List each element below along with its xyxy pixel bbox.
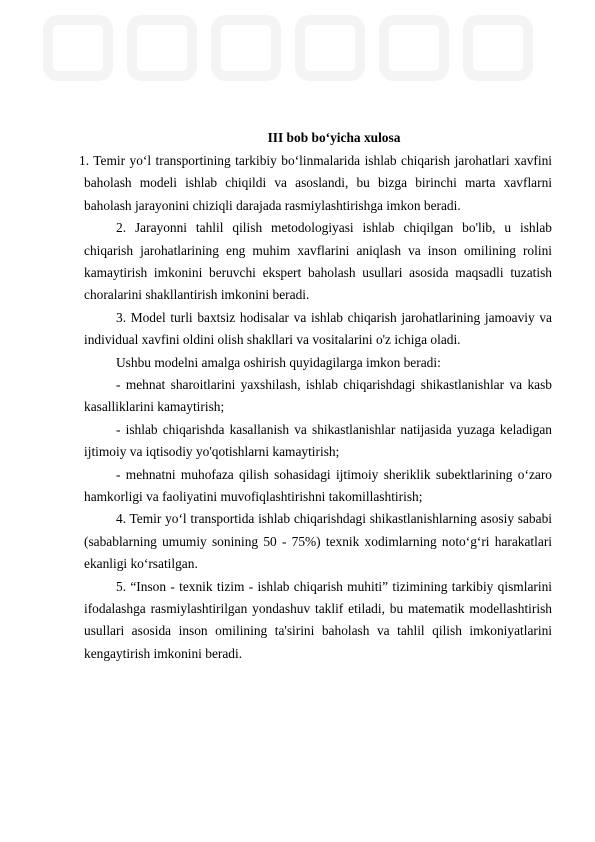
document-body [79, 127, 552, 665]
section-heading: III bob bo‘yicha xulosa [267, 130, 401, 145]
list-item-3: - mehnatni muhofaza qilish sohasidagi ijtimoiy sheriklik subektlarining o‘zaro hamkorligi va faoliyatini muvofiqlashtirishni takomillashtirish; [84, 466, 552, 504]
list-item-1: - mehnat sharoitlarini yaxshilash, ishlab chiqarishdagi shikastlanishlar va kasb kasalliklarini kamaytirish; [84, 376, 552, 415]
paragraph-3: 3. Model turli baxtsiz hodisalar va ishlab chiqarish jarohatlarining jamoaviy va individual xavfini oldini olish shakllari va vositalarini o'z ichiga oladi. [84, 309, 552, 348]
paragraph-5: 5. “Inson - texnik tizim - ishlab chiqarish muhiti” tizimining tarkibiy qismlarini ifodalashga rasmiylashtirilgan yondashuv taklif etiladi, bu matematik modellashtirish usullari asosida inson omilining ta'sirini baholash va tahlil qilish imkoniyatlarini kengaytirish imkonini beradi. [84, 578, 552, 661]
paragraph-4: 4. Temir yo‘l transportida ishlab chiqarishdagi shikastlanishlarning asosiy sababi (sabablarning umumiy sonining 50 - 75%) texnik xodimlarning noto‘g‘ri harakatlari ekanligi ko‘rsatilgan. [84, 511, 552, 572]
paragraph-2: 2. Jarayonni tahlil qilish metodologiyasi ishlab chiqilgan bo'lib, u ishlab chiqarish jarohatlarining eng muhim xavflarini aniqlash va inson omilining rolini kamaytirish imkonini beruvchi ekspert baholash usullari asosida maqsadli tuzatish choralarini shakllantirish imkonini beradi. [84, 220, 552, 303]
list-item-2: - ishlab chiqarishda kasallanish va shikastlanishlar natijasida yuzaga keladigan ijtimoiy va iqtisodiy yo'qotishlarni kamaytirish; [84, 421, 552, 460]
paragraph-1: 1. Temir yo‘l transportining tarkibiy bo‘linmalarida ishlab chiqarish jarohatlari xavfini baholash modeli ishlab chiqildi va asoslandi, bu bizga birinchi marta xavflarni baholash jarayonini chiziqli darajada rasmiylashtirishga imkon beradi. [79, 152, 552, 213]
paragraph-intro: Ushbu modelni amalga oshirish quyidagilarga imkon beradi: [116, 354, 441, 370]
